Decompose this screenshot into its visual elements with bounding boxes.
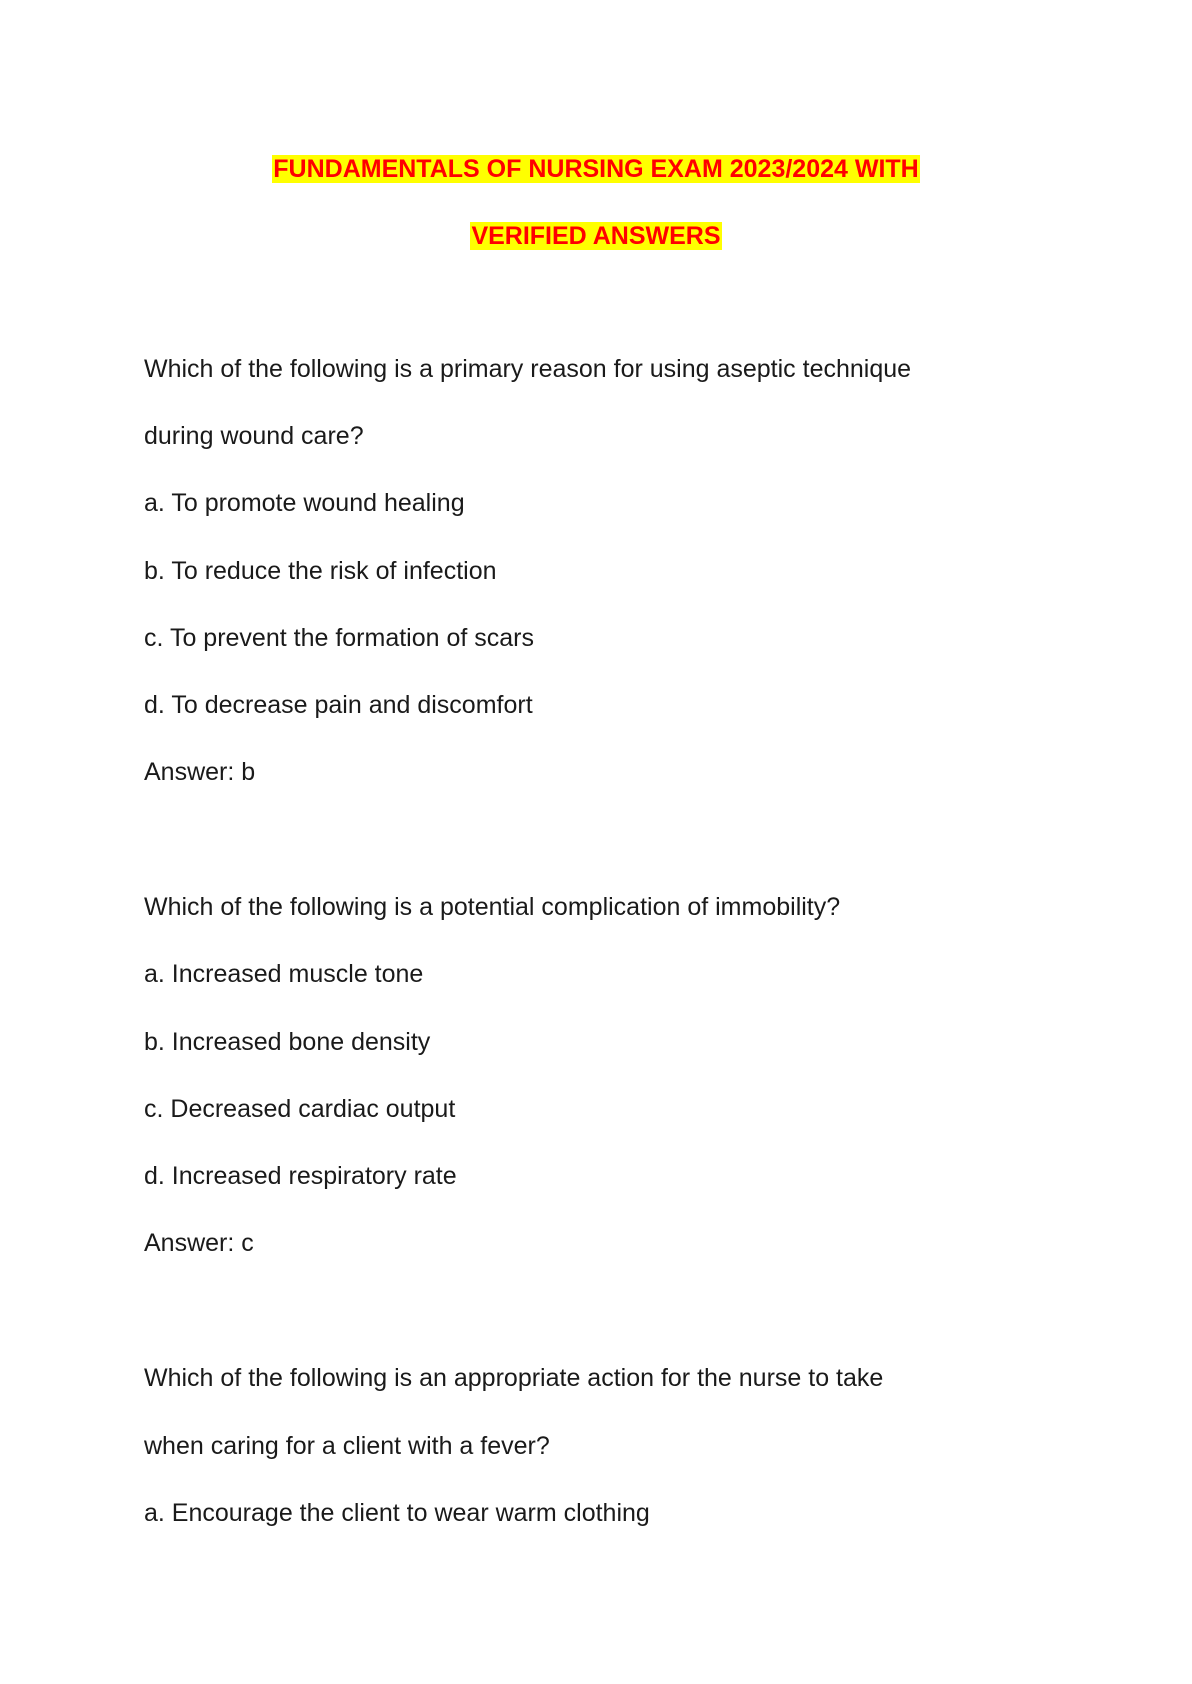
question-1-option-c: c. To prevent the formation of scars (144, 624, 535, 652)
question-1-answer: Answer: b (144, 758, 256, 786)
document-title-line-2 (0, 221, 1192, 251)
title-highlight-1: FUNDAMENTALS OF NURSING EXAM 2023/2024 WITH (273, 155, 919, 183)
question-3-option-a: a. Encourage the client to wear warm clothing (144, 1499, 650, 1527)
question-2-option-a: a. Increased muscle tone (144, 960, 424, 988)
title-highlight-2: VERIFIED ANSWERS (471, 222, 721, 250)
question-1-option-a: a. To promote wound healing (144, 489, 465, 517)
question-3-stem-line-2: when caring for a client with a fever? (144, 1432, 550, 1460)
question-1-option-b: b. To reduce the risk of infection (144, 557, 497, 585)
question-2-option-d: d. Increased respiratory rate (144, 1162, 457, 1190)
question-1-option-d: d. To decrease pain and discomfort (144, 691, 533, 719)
document-title-line-1 (0, 154, 1192, 184)
question-1-stem-line-1: Which of the following is a primary reason for using aseptic technique (144, 355, 912, 383)
question-3-stem-line-1: Which of the following is an appropriate action for the nurse to take (144, 1364, 884, 1392)
question-2-option-c: c. Decreased cardiac output (144, 1095, 456, 1123)
question-2-stem-line-1: Which of the following is a potential complication of immobility? (144, 893, 841, 921)
question-2-option-b: b. Increased bone density (144, 1028, 431, 1056)
question-2-answer: Answer: c (144, 1229, 254, 1257)
question-1-stem-line-2: during wound care? (144, 422, 364, 450)
